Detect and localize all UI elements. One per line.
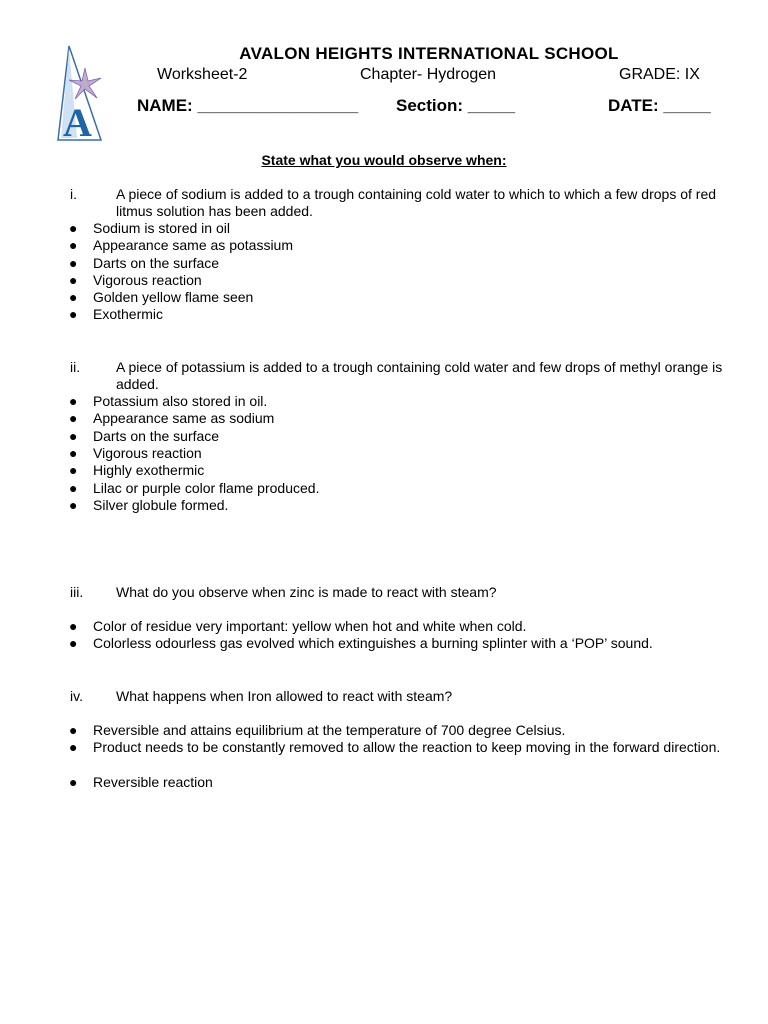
school-name: AVALON HEIGHTS INTERNATIONAL SCHOOL	[239, 44, 619, 63]
answer-item: ● Appearance same as potassium	[69, 237, 293, 253]
answer-item: ● Darts on the surface	[69, 428, 220, 444]
question-text: What happens when Iron allowed to react with steam?	[116, 688, 453, 704]
worksheet-label: Worksheet-2	[157, 66, 248, 83]
answer-item: ● Color of residue very important: yellow when hot and white when cold.	[69, 618, 527, 634]
bullet-icon: ●	[69, 410, 78, 426]
bullet-icon: ●	[69, 272, 78, 288]
bullet-icon: ●	[69, 635, 78, 651]
question-number: ii.	[70, 359, 81, 375]
bullet-icon: ●	[69, 462, 78, 478]
answer-item: ● Reversible and attains equilibrium at the temperature of 700 degree Celsius.	[69, 722, 566, 738]
date-field: DATE: _____	[608, 96, 711, 115]
answer-item: ● Colorless odourless gas evolved which extinguishes a burning splinter with a ‘POP’ sound.	[69, 635, 653, 651]
answer-item: ● Product needs to be constantly removed to allow the reaction to keep moving in the forward direction.	[69, 739, 721, 755]
bullet-icon: ●	[69, 428, 78, 444]
bullet-icon: ●	[69, 445, 78, 461]
question-number: iii.	[70, 584, 84, 600]
bullet-icon: ●	[69, 220, 78, 236]
bullet-icon: ●	[69, 739, 78, 755]
question-text: What do you observe when zinc is made to react with steam?	[116, 584, 497, 600]
bullet-icon: ●	[69, 393, 78, 409]
answer-item: ● Highly exothermic	[69, 462, 205, 478]
answer-item: ● Exothermic	[69, 306, 164, 322]
answer-item: ● Darts on the surface	[69, 255, 220, 271]
bullet-icon: ●	[69, 480, 78, 496]
chapter-label: Chapter- Hydrogen	[360, 66, 497, 83]
answer-item: ● Potassium also stored in oil.	[69, 393, 268, 409]
bullet-icon: ●	[69, 237, 78, 253]
question-number: iv.	[70, 688, 83, 704]
answer-item: ● Appearance same as sodium	[69, 410, 275, 426]
grade-label: GRADE: IX	[619, 66, 700, 83]
answer-item: ● Lilac or purple color flame produced.	[69, 480, 320, 496]
section-field: Section: _____	[396, 96, 516, 115]
bullet-icon: ●	[69, 774, 78, 790]
answer-item: ● Vigorous reaction	[69, 272, 202, 288]
bullet-icon: ●	[69, 497, 78, 513]
instruction-heading: State what you would observe when:	[261, 152, 507, 168]
bullet-icon: ●	[69, 722, 78, 738]
bullet-icon: ●	[69, 255, 78, 271]
question-text: A piece of potassium is added to a trough containing cold water and few drops of methyl orange is added.	[116, 359, 723, 392]
logo-letter: A	[63, 100, 92, 142]
answer-item: ● Reversible reaction	[69, 774, 213, 790]
answer-item: ● Sodium is stored in oil	[69, 220, 230, 236]
bullet-icon: ●	[69, 618, 78, 634]
bullet-icon: ●	[69, 289, 78, 305]
answer-item: ● Silver globule formed.	[69, 497, 229, 513]
question-text: A piece of sodium is added to a trough containing cold water to which to which a few drops of red litmus solution has been added.	[116, 186, 717, 219]
bullet-icon: ●	[69, 306, 78, 322]
answer-item: ● Golden yellow flame seen	[69, 289, 254, 305]
answer-item: ● Vigorous reaction	[69, 445, 202, 461]
question-number: i.	[70, 186, 77, 202]
name-field: NAME: _________________	[137, 96, 359, 115]
